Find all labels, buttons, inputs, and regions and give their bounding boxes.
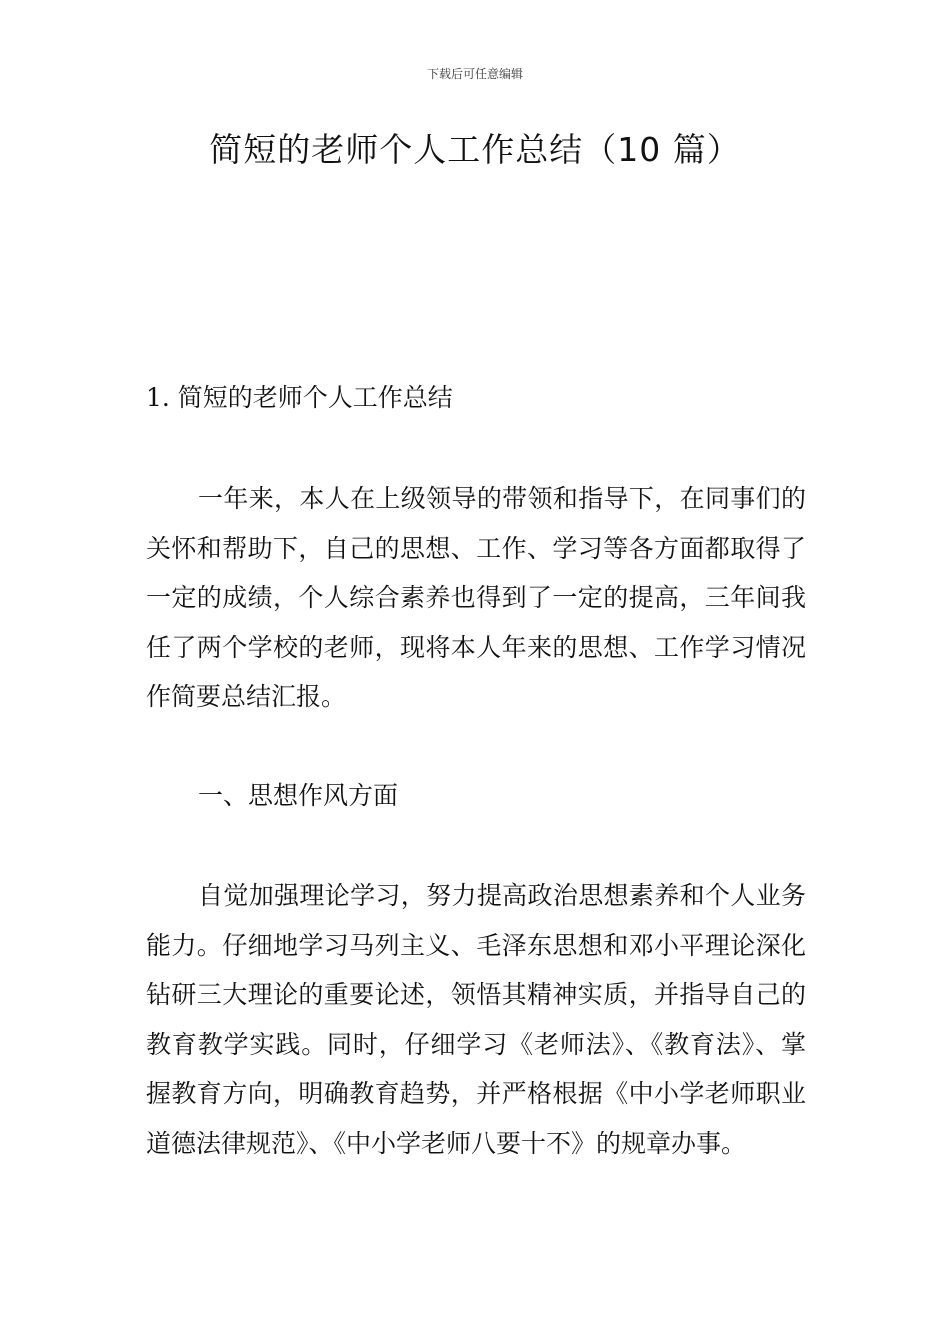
paragraph-ideology: 自觉加强理论学习，努力提高政治思想素养和个人业务能力。仔细地学习马列主义、毛泽东思想和邓小平理论深化钻研三大理论的重要论述，领悟其精神实质，并指导自己的教育教学实践。同时，仔细学习《老师法》、《教育法》、掌握教育方向，明确教育趋势，并严格根据《中小学老师职业道德法律规范》、《中小学老师八要十不》的规章办事。 xyxy=(146,881,806,1158)
document-title: 简短的老师个人工作总结（10 篇） xyxy=(209,130,741,169)
header-note: 下载后可任意编辑 xyxy=(426,67,523,81)
subheading-ideology: 一、思想作风方面 xyxy=(198,781,399,810)
section-heading: 1. 简短的老师个人工作总结 xyxy=(146,383,453,412)
paragraph-intro: 一年来，本人在上级领导的带领和指导下，在同事们的关怀和帮助下，自己的思想、工作、学习等各方面都取得了一定的成绩，个人综合素养也得到了一定的提高，三年间我任了两个学校的老师，现将本人年来的思想、工作学习情况作简要总结汇报。 xyxy=(146,484,806,711)
